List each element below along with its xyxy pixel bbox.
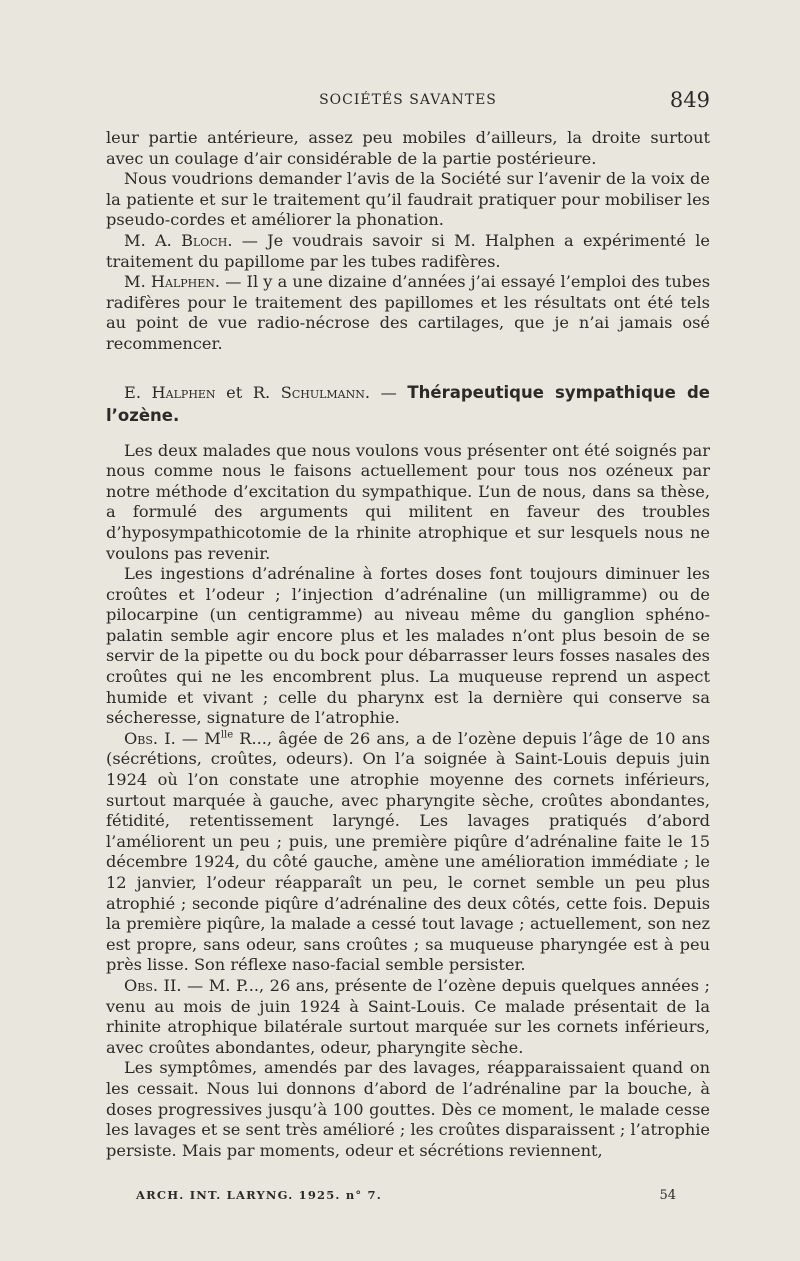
paragraph-bloch: M. A. Bloch. — Je voudrais savoir si M. Halphen a expérimenté le traitement du papillome par les tubes radifères.	[106, 230, 710, 271]
sheet-number: 54	[659, 1188, 676, 1203]
article-title: Thérapeutique sympathique de l’ozène.	[106, 382, 710, 425]
speaker-name: Halphen	[150, 272, 215, 292]
paragraph-observation-2: Obs. II. — M. P..., 26 ans, présente de l’ozène depuis quelques années ; venu au mois de juin 1924 à Saint-Louis. Ce malade présentait de la rhinite atrophique bilatérale surtout marquée sur les cornets inférieurs, avec croûtes abondantes, odeur, pharyngite sèche.	[106, 975, 710, 1057]
paragraph-halphen: M. Halphen. — Il y a une dizaine d’années j’ai essayé l’emploi des tubes radifères pour le traitement des papillomes et les résultats ont été tels au point de vue radio-nécrose des cartilages, que je n’ai jamais osé recommencer.	[106, 272, 710, 353]
page-body	[106, 128, 710, 1161]
paragraph-intro: Les deux malades que nous voulons vous présenter ont été soignés par nous comme nous le faisons actuellement pour tous nos ozéneux par notre méthode d’excitation du sympathique. L’un de nous, dans sa thèse, a formulé des arguments qui militent en faveur des troubles d’hyposympathicotomie de la rhinite atrophique et sur lesquels nous ne voulons pas revenir.	[106, 440, 710, 563]
author-name: Halphen	[151, 382, 216, 402]
speaker-name: Bloch	[181, 230, 228, 250]
author-name: Schulmann	[280, 382, 365, 402]
paragraph-ingestions: Les ingestions d’adrénaline à fortes doses font toujours diminuer les croûtes et l’odeur ; l’injection d’adrénaline (un milligramme) ou de pilocarpine (un centigramme) au niveau même du ganglion sphéno-palatin semble agir encore plus et les malades n’ont plus besoin de se servir de la pipette ou du bock pour débarrasser leurs fosses nasales des croûtes qui ne les encombrent plus. La muqueuse reprend un aspect humide et vivant ; celle du pharynx est la dernière qui conserve sa sécheresse, signature de l’atrophie.	[106, 564, 710, 728]
paragraph-symptoms: Les symptômes, amendés par des lavages, réapparaissaient quand on les cessait. Nous lui donnons d’abord de l’adrénaline par la bouche, à doses progressives jusqu’à 100 gouttes. Dès ce moment, le malade cesse les lavages et se sent très amélioré ; les croûtes disparaissent ; l’atrophie persiste. Mais par moments, odeur et sécrétions reviennent,	[106, 1058, 710, 1160]
page-header	[106, 88, 710, 118]
paragraph-question: Nous voudrions demander l’avis de la Société sur l’avenir de la voix de la patiente et sur le traitement qu’il faudrait pratiquer pour mobiliser les pseudo-cordes et améliorer la phonation.	[106, 169, 710, 230]
article-heading: E. Halphen et R. Schulmann. — Thérapeutique sympathique de l’ozène.	[106, 382, 710, 425]
page-footer	[136, 1188, 676, 1206]
running-title: SOCIÉTÉS SAVANTES	[319, 92, 497, 108]
paragraph-continuation: leur partie antérieure, assez peu mobiles d’ailleurs, la droite surtout avec un coulage d’air considérable de la partie postérieure.	[106, 128, 710, 168]
observation-label: Obs	[124, 975, 153, 995]
paragraph-observation-1: Obs. I. — $M^{lle}$ R..., âgée de 26 ans, a de l’ozène depuis l’âge de 10 ans (sécrétions, croûtes, odeurs). On l’a soignée à Saint-Louis depuis juin 1924 où l’on constate une atrophie moyenne des cornets inférieurs, surtout marquée à gauche, avec pharyngite sèche, croûtes abondantes, fétidité, retentissement laryngé. Les lavages pratiqués d’abord l’améliorent un peu ; puis, une première piqûre d’adrénaline faite le 15 décembre 1924, du côté gauche, amène une amélioration immédiate ; le 12 janvier, l’odeur réapparaît un peu, le cornet semble un peu plus atrophié ; seconde piqûre d’adrénaline des deux côtés, cette fois. Depuis la première piqûre, la malade a cessé tout lavage ; actuellement, son nez est propre, sans odeur, sans croûtes ; sa muqueuse pharyngée est à peu près lisse. Son réflexe naso-facial semble persister.	[106, 728, 710, 975]
page-number: 849	[669, 88, 710, 112]
observation-label: Obs	[124, 728, 153, 748]
journal-signature: ARCH. INT. LARYNG. 1925. n° 7.	[136, 1188, 382, 1202]
